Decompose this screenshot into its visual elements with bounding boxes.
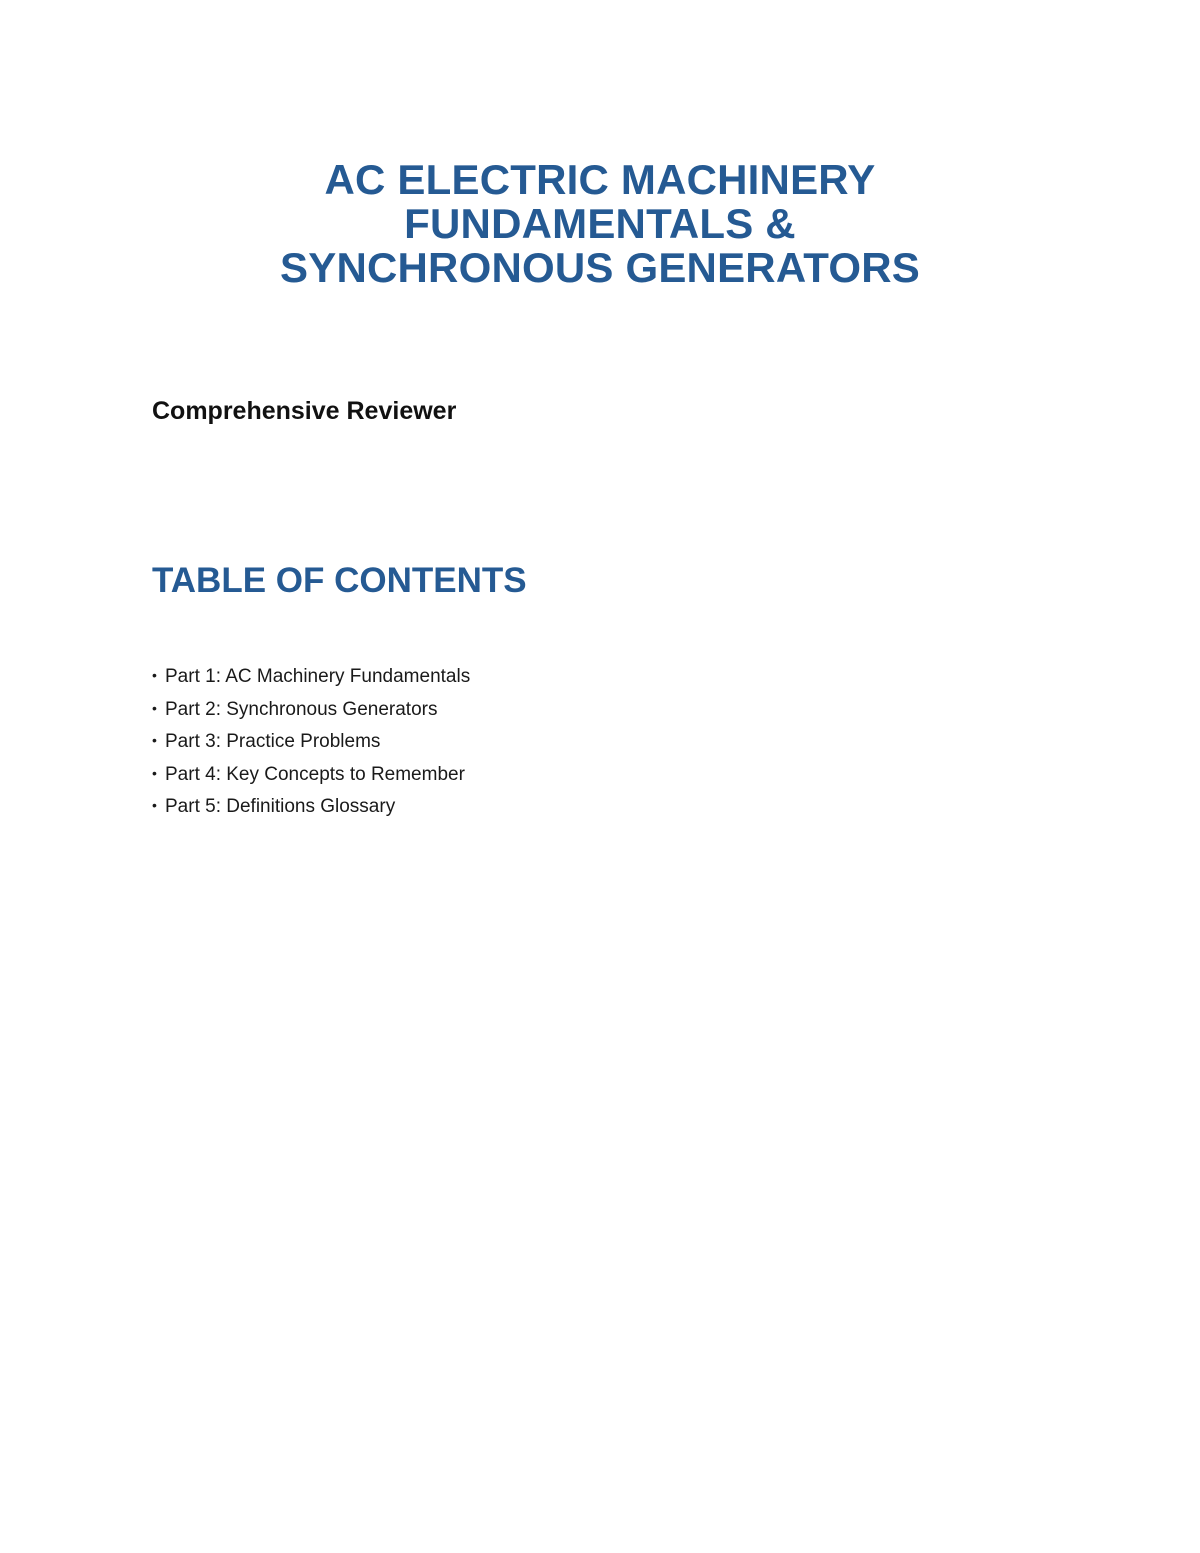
toc-item-label: Part 4: Key Concepts to Remember [165,763,465,785]
toc-item-part-5 [152,790,470,823]
toc-item-label: Part 1: AC Machinery Fundamentals [165,666,471,687]
toc-item-part-1 [152,660,470,693]
bullet-icon: • [152,797,157,814]
toc-item-label: Part 2: Synchronous Generators [165,698,438,720]
toc-item-label: Part 3: Practice Problems [165,731,381,753]
bullet-icon: • [152,699,157,716]
bullet-icon: • [152,732,157,749]
toc-item-label: Part 5: Definitions Glossary [165,796,396,818]
bullet-icon: • [152,764,157,781]
toc-item-part-4 [152,758,470,791]
title-line-3: SYNCHRONOUS GENERATORS [280,244,920,291]
document-title [0,158,1200,290]
title-line-2: FUNDAMENTALS & [404,200,796,247]
bullet-icon: • [152,667,157,683]
toc-heading: TABLE OF CONTENTS [152,561,527,600]
toc-item-part-3 [152,725,470,758]
title-line-1: AC ELECTRIC MACHINERY [324,156,876,203]
document-subtitle: Comprehensive Reviewer [152,397,457,425]
toc-item-part-2 [152,693,470,726]
toc-list [152,660,470,823]
